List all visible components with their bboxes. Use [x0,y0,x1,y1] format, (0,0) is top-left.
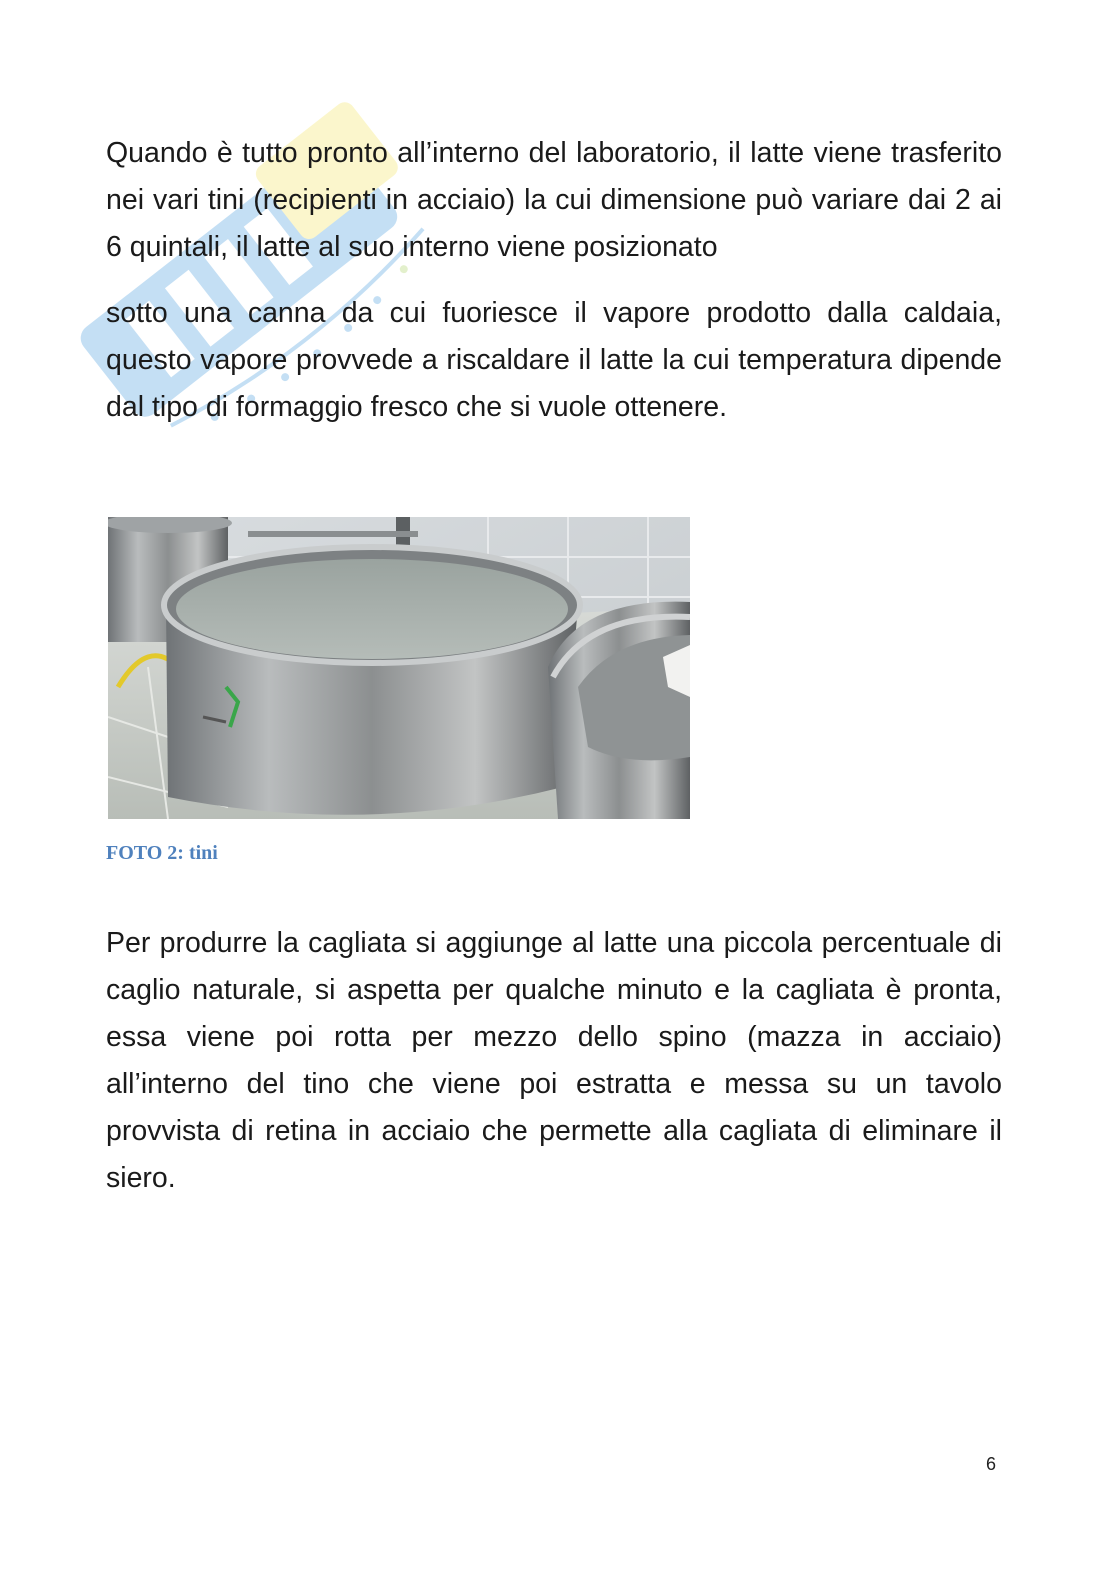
paragraph-3: Per produrre la cagliata si aggiunge al latte una piccola percentuale di caglio naturale, si aspetta per qualche minuto e la cagliata è pronta, essa viene poi rotta per mezzo dello spino (mazza in acciaio) all’interno del tino che viene poi estratta e messa su un tavolo provvista di retina in acciaio che permette alla cagliata di eliminare il siero. [106,927,1002,1194]
photo-vats [108,517,690,819]
figure-caption: FOTO 2: tini [106,842,218,864]
page-number: 6 [986,1454,997,1474]
paragraph-1: Quando è tutto pronto all’interno del laboratorio, il latte viene trasferito nei vari tini (recipienti in acciaio) la cui dimensione può variare dai 2 ai 6 quintali, il latte al suo interno viene posizionato [106,137,1002,263]
paragraph-2: sotto una canna da cui fuoriesce il vapore prodotto dalla caldaia, questo vapore provvede a riscaldare il latte la cui temperatura dipende dal tipo di formaggio fresco che si vuole ottenere. [106,297,1002,423]
skuola-watermark-logo [20,40,500,520]
